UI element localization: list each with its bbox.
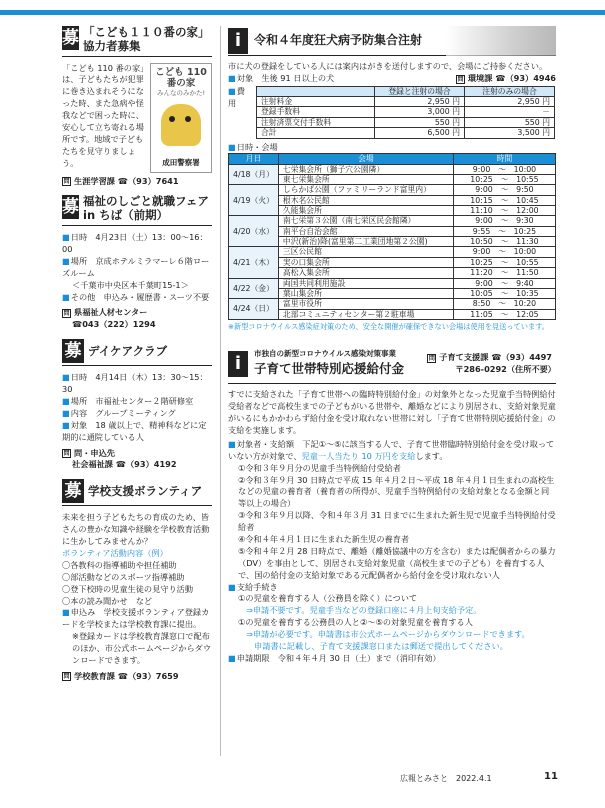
benefit-proc-head: ■ 支給手続き bbox=[228, 582, 556, 594]
fee-value: 550 円 bbox=[465, 117, 555, 127]
school-item: 〇各教科の指導補助や担任補助 bbox=[62, 559, 177, 570]
fee-header-row bbox=[257, 86, 555, 96]
schedule-venue: 久能集会所 bbox=[278, 206, 453, 216]
fair-other: ■ その他 申込み・履歴書・スーツ不要 bbox=[62, 292, 212, 304]
top-rule bbox=[0, 10, 605, 15]
inquiry-icon: 問 bbox=[63, 309, 70, 317]
daycare-title: デイケアクラブ bbox=[88, 344, 168, 359]
schedule-venue: 根木名公民館 bbox=[278, 195, 453, 205]
kodomo-header bbox=[62, 26, 212, 57]
schedule-date: 4/22（金） bbox=[229, 278, 279, 299]
right-column bbox=[228, 26, 556, 665]
schedule-time: 9:00 ～ 9:40 bbox=[453, 278, 555, 288]
kodomo-contact bbox=[62, 176, 212, 188]
benefit-item: ③令和３年９月以降、令和４年３月 31 日までに生まれた新生児で児童手当特例給付受給者 bbox=[238, 510, 556, 533]
schedule-row bbox=[229, 309, 556, 319]
schedule-date: 4/24（日） bbox=[229, 299, 279, 320]
school-contact-text: 学校教育課 ☎（93）7659 bbox=[74, 670, 179, 681]
schedule-row bbox=[229, 226, 556, 236]
fair-date: ■ 日時 4月23日（土）13：00～16：00 bbox=[62, 232, 212, 256]
school-item: 〇本の読み聞かせ など bbox=[62, 595, 153, 606]
inquiry-icon: 問 bbox=[63, 449, 70, 457]
kodomo-title: 「こども１１０番の家」協力者募集 bbox=[83, 25, 210, 53]
fee-header: 注射のみの場合 bbox=[465, 86, 555, 96]
poster-police: 成田警察署 bbox=[162, 157, 200, 167]
daycare-content: ■ 内容 グループミーティング bbox=[62, 408, 212, 420]
fee-header: 登録と注射の場合 bbox=[375, 86, 465, 96]
info-icon: i bbox=[228, 28, 248, 54]
school-header bbox=[62, 479, 212, 506]
schedule-row bbox=[229, 175, 556, 185]
kodomo-contact-text: 生涯学習課 ☎（93）7641 bbox=[74, 175, 179, 186]
kodomo-section bbox=[62, 26, 212, 187]
fair-header bbox=[62, 195, 212, 226]
schedule-venue: 両国共同利用施設 bbox=[278, 278, 453, 288]
schedule-row bbox=[229, 195, 556, 205]
schedule-header: 時間 bbox=[453, 154, 555, 164]
rabies-title: 令和４年度狂犬病予防集合注射 bbox=[254, 32, 423, 47]
school-apply: ■ 申込み 学校支援ボランティア登録カードを学校または学校教育課に提出。 bbox=[62, 607, 212, 631]
schedule-date: 4/18（月） bbox=[229, 164, 279, 185]
benefit-proc2: ①の児童を養育する公務員の人と②～⑤の対象児童を養育する人 bbox=[238, 617, 473, 628]
schedule-time: 9:00 ～ 9:30 bbox=[453, 216, 555, 226]
benefit-proc2-note: ⇒申請が必要です。申請書は市公式ホームページからダウンロードできます。 bbox=[246, 629, 530, 640]
recruit-badge-icon: 募 bbox=[62, 28, 79, 48]
schedule-venue: 七栄集会所（獅子穴公園隣） bbox=[278, 164, 453, 174]
benefit-contact bbox=[427, 352, 556, 364]
rabies-note: ※新型コロナウイルス感染症対策のため、安全な開催が確保できない会場は使用を見送っています。 bbox=[228, 321, 549, 331]
daycare-header bbox=[62, 339, 212, 366]
fee-value: 2,950 円 bbox=[465, 97, 555, 107]
inquiry-icon: 問 bbox=[428, 354, 435, 362]
schedule-time: 9:00 ～ 9:50 bbox=[453, 185, 555, 195]
kodomo-poster bbox=[150, 63, 212, 173]
fee-row bbox=[257, 97, 555, 107]
benefit-target-tail: します。 bbox=[415, 450, 448, 461]
schedule-venue: 三区公民館 bbox=[278, 247, 453, 257]
schedule-date: 4/20（水） bbox=[229, 216, 279, 247]
fair-section bbox=[62, 195, 212, 331]
daycare-apply bbox=[62, 448, 212, 460]
poster-subtitle: みんなのみかた! bbox=[156, 89, 206, 98]
schedule-time: 9:00 ～ 10:00 bbox=[453, 164, 555, 174]
daycare-place: ■ 場所 市福祉センター２階研修室 bbox=[62, 396, 212, 408]
dog-mascot-icon bbox=[161, 104, 201, 146]
schedule-header: 月日 bbox=[229, 154, 279, 164]
benefit-proc2-note: 申請書に記載し、子育て支援課窓口または郵送で提出してください。 bbox=[254, 641, 508, 652]
school-contact bbox=[62, 671, 212, 683]
fee-row bbox=[257, 117, 555, 127]
benefit-item: ②令和３年９月 30 日時点で平成 15 年４月２日～平成 18 年４月１日生まれの高校生などの児童の養育者（養育者の所得が、児童手当特例給付の支給対象となる金額と同等以上の場合） bbox=[238, 474, 555, 509]
benefit-deadline: ■ 申請期限 令和４年４月 30 日（土）まで（消印有効） bbox=[228, 653, 556, 665]
benefit-contact-text: 子育て支援課 ☎（93）4497 bbox=[439, 351, 552, 362]
benefit-target bbox=[228, 439, 556, 463]
school-item: 〇登下校時の児童生徒の見守り活動 bbox=[62, 583, 194, 594]
schedule-time: 10:25 ～ 10:55 bbox=[453, 175, 555, 185]
schedule-venue: 中沢(新治)降(富里第二工業団地第２公園) bbox=[278, 237, 453, 247]
schedule-time: 10:15 ～ 10:45 bbox=[453, 195, 555, 205]
schedule-time: 11:05 ～ 12:05 bbox=[453, 309, 555, 319]
rabies-contact bbox=[456, 73, 556, 85]
fee-value: 6,500 円 bbox=[375, 128, 465, 138]
recruit-badge-icon: 募 bbox=[62, 479, 84, 503]
schedule-venue: 東七栄集会所 bbox=[278, 175, 453, 185]
fee-item: 合計 bbox=[257, 128, 375, 138]
fee-item: 注射済票交付手数料 bbox=[257, 117, 375, 127]
schedule-header: 会場 bbox=[278, 154, 453, 164]
schedule-table bbox=[228, 153, 556, 320]
schedule-venue: 葉山集会所 bbox=[278, 288, 453, 298]
benefit-header bbox=[228, 344, 556, 384]
daycare-contact: 社会福祉課 ☎（93）4192 bbox=[72, 459, 177, 470]
benefit-intro: すでに支給された「子育て世帯への臨時特別給付金」の対象外となった児童手当特例給付受給者などで高校生までの子どもがいる世帯や、離婚などにより別居され、支給対象児童がいるにもかかわらず給付金を受け取れない世帯に対し「子育て世帯特別応援給付金」の支給を実施します。 bbox=[228, 389, 556, 435]
fee-row bbox=[257, 107, 555, 117]
fee-table bbox=[256, 86, 555, 139]
fee-value: 3,500 円 bbox=[465, 128, 555, 138]
fee-value: 2,950 円 bbox=[375, 97, 465, 107]
column-divider bbox=[220, 26, 221, 756]
fair-title: 福祉のしごと就職フェア in ちば（前期） bbox=[83, 194, 209, 223]
benefit-title-block bbox=[254, 349, 404, 378]
schedule-venue: 南七栄第３公園（南七栄区民会館隣） bbox=[278, 216, 453, 226]
benefit-title: 子育て世帯特別応援給付金 bbox=[254, 361, 405, 377]
benefit-item: ①令和３年９月分の児童手当特例給付受給者 bbox=[238, 462, 401, 473]
fee-item: 注射料金 bbox=[257, 97, 375, 107]
school-example-head: ボランティア活動内容（例） bbox=[62, 548, 168, 558]
benefit-item: ④令和４年４月１日に生まれた新生児の養育者 bbox=[238, 534, 410, 545]
fair-org: 県福祉人材センター bbox=[74, 307, 148, 318]
info-icon: i bbox=[228, 351, 248, 377]
schedule-row bbox=[229, 268, 556, 278]
rabies-target: ■ 対象 生後 91 日以上の犬 bbox=[228, 73, 334, 85]
schedule-row bbox=[229, 278, 556, 288]
schedule-time: 11:20 ～ 11:50 bbox=[453, 268, 555, 278]
fair-place: ■ 場所 京成ホテルミラマーレ６階ローズルーム bbox=[62, 256, 212, 280]
schedule-time: 10:05 ～ 10:35 bbox=[453, 288, 555, 298]
publication-footer: 広報とみさと 2022.4.1 bbox=[400, 774, 492, 783]
benefit-contact-block bbox=[427, 352, 556, 376]
benefit-postal: 〒286-0292（住所不要） bbox=[455, 363, 556, 374]
poster-title: こども 110番の家 bbox=[155, 66, 207, 89]
daycare-apply-label: 問・申込先 bbox=[74, 447, 115, 458]
schedule-label: ■ 日時・会場 bbox=[228, 142, 556, 154]
schedule-venue: 高松入集会所 bbox=[278, 268, 453, 278]
benefit-prefix: 市独自の新型コロナウイルス感染対策事業 bbox=[254, 349, 397, 359]
schedule-row bbox=[229, 288, 556, 298]
rabies-intro: 市に犬の登録をしている人には案内はがきを送付しますので、会場にご持参ください。 bbox=[228, 61, 548, 71]
schedule-row bbox=[229, 164, 556, 174]
inquiry-icon: 問 bbox=[63, 178, 70, 186]
recruit-badge-icon: 募 bbox=[62, 339, 84, 363]
daycare-section bbox=[62, 339, 212, 471]
schedule-venue: 富里市役所 bbox=[278, 299, 453, 309]
fee-row bbox=[257, 128, 555, 138]
daycare-date: ■ 日時 4月14日（木）13：30～15：30 bbox=[62, 372, 212, 396]
schedule-row bbox=[229, 247, 556, 257]
fair-address: ＜千葉市中央区本千葉町15-1＞ bbox=[72, 279, 189, 290]
school-section bbox=[62, 479, 212, 682]
schedule-time: 10:50 ～ 11:30 bbox=[453, 237, 555, 247]
schedule-date: 4/19（火） bbox=[229, 185, 279, 216]
benefit-item: ⑤令和４年２月 28 日時点で、離婚（離婚協議中の方を含む）または配偶者からの暴力（DV）を事由として、別居され支給対象児童（高校生までの子ども）を養育する人で、国の給付金の支給対象である元配偶者から給付金を受け取れない人 bbox=[238, 545, 556, 580]
fee-value: － bbox=[465, 107, 555, 117]
schedule-time: 9:00 ～ 10:00 bbox=[453, 247, 555, 257]
school-title: 学校支援ボランティア bbox=[88, 484, 203, 499]
fee-block bbox=[228, 86, 556, 139]
schedule-row bbox=[229, 206, 556, 216]
schedule-venue: 北部コミュニティセンター第２駐車場 bbox=[278, 309, 453, 319]
fair-contact bbox=[62, 307, 212, 319]
inquiry-icon: 問 bbox=[63, 673, 70, 681]
schedule-date: 4/21（木） bbox=[229, 247, 279, 278]
benefit-proc1-note: ⇒申請不要です。児童手当などの登録口座に４月上旬支給予定。 bbox=[246, 605, 482, 616]
schedule-row bbox=[229, 185, 556, 195]
schedule-time: 11:10 ～ 12:00 bbox=[453, 206, 555, 216]
school-note: ※登録カードは学校教育課窓口で配布のほか、市公式ホームページからダウンロードできます。 bbox=[72, 631, 212, 666]
school-item: 〇部活動などのスポーツ指導補助 bbox=[62, 571, 185, 582]
kodomo-body: 「こども 110 番の家」は、子どもたちが犯罪に巻き込まれそうになった時、また急病や怪我などで困った時に、安心して立ち寄れる場所です。地域で子どもたちを見守りましょう。 bbox=[62, 62, 145, 168]
schedule-row bbox=[229, 216, 556, 226]
fee-item: 登録手数料 bbox=[257, 107, 375, 117]
daycare-target: ■ 対象 18 歳以上で、精神科などに定期的に通院している人 bbox=[62, 420, 212, 444]
schedule-venue: 南平台自治会館 bbox=[278, 226, 453, 236]
school-intro: 未来を担う子どもたちの育成のため、皆さんの豊かな知識や経験を学校教育活動に生かしてみませんか？ bbox=[62, 512, 210, 547]
fee-header bbox=[257, 86, 375, 96]
rabies-target-row bbox=[228, 73, 556, 85]
fee-label: ■ 費用 bbox=[228, 86, 252, 139]
recruit-badge-icon: 募 bbox=[62, 197, 79, 218]
benefit-target-head: 対象者・支給額 下記①～⑤に該当する人で、子育て世帯臨時特別給付金を受け取っていない方が対象で、 bbox=[228, 438, 555, 461]
benefit-proc1: ①の児童を養育する人（公務員を除く）について bbox=[238, 593, 418, 604]
schedule-row bbox=[229, 299, 556, 309]
rabies-contact-text: 環境課 ☎（93）4946 bbox=[467, 72, 556, 83]
schedule-time: 10:25 ～ 10:55 bbox=[453, 257, 555, 267]
schedule-row bbox=[229, 257, 556, 267]
schedule-venue: しらかば公園（ファミリーランド富里内） bbox=[278, 185, 453, 195]
schedule-row bbox=[229, 237, 556, 247]
fair-tel: ☎043（222）1294 bbox=[72, 319, 156, 330]
fee-value: 3,000 円 bbox=[375, 107, 465, 117]
left-column bbox=[62, 26, 212, 691]
schedule-time: 8:50 ～ 10:20 bbox=[453, 299, 555, 309]
schedule-time: 9:55 ～ 10:25 bbox=[453, 226, 555, 236]
rabies-header bbox=[228, 26, 556, 56]
schedule-header-row bbox=[229, 154, 556, 164]
fee-value: 550 円 bbox=[375, 117, 465, 127]
inquiry-icon: 問 bbox=[457, 75, 464, 83]
dog-photo bbox=[446, 26, 556, 56]
schedule-venue: 実の口集会所 bbox=[278, 257, 453, 267]
page-number: 11 bbox=[544, 771, 558, 782]
benefit-amount: 児童一人当たり 10 万円を支給 bbox=[301, 450, 416, 461]
